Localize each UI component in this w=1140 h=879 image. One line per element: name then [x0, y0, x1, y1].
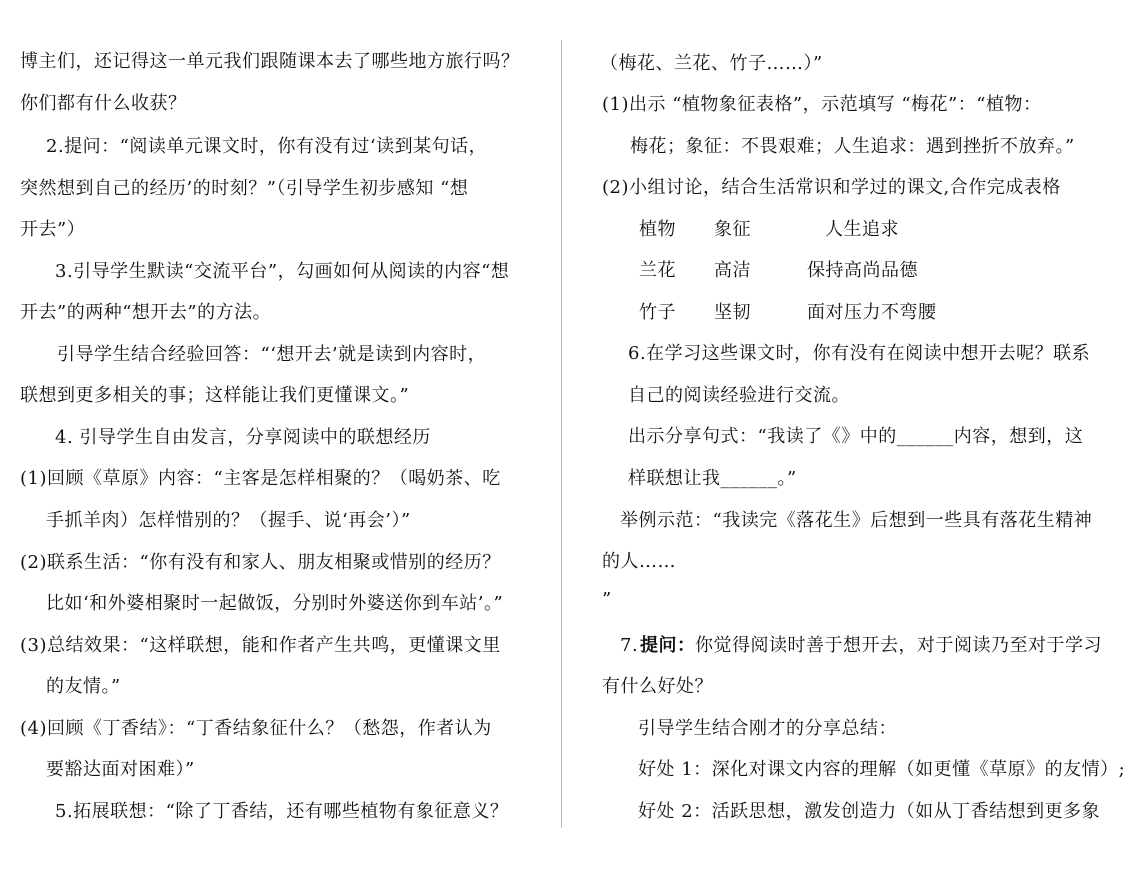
- table-cell: 兰花: [639, 260, 676, 281]
- question-number: 7.: [620, 635, 639, 656]
- text-line: 博主们，还记得这一单元我们跟随课本去了哪些地方旅行吗？: [20, 51, 520, 72]
- table-header-symbol: 象征: [714, 219, 751, 240]
- text-line: 的友情。”: [46, 676, 121, 697]
- text-line: 5.拓展联想：“除了丁香结，还有哪些植物有象征意义？: [55, 801, 509, 822]
- text-line: （梅花、兰花、竹子……）”: [600, 53, 823, 74]
- text-line: 的人……: [602, 551, 676, 572]
- text-line: 手抓羊肉）怎样惜别的？（握手、说‘再会’）”: [46, 510, 411, 531]
- text-line: 突然想到自己的经历’的时刻？”（引导学生初步感知 “想: [20, 178, 469, 199]
- text-line: (3)总结效果：“这样联想，能和作者产生共鸣，更懂课文里: [20, 635, 501, 656]
- text-line: 自己的阅读经验进行交流。: [628, 385, 850, 406]
- text-line: (1)出示 “植物象征表格”，示范填写 “梅花”：“植物：: [602, 94, 1042, 115]
- text-line: 你们都有什么收获？: [20, 93, 187, 114]
- text-line: 你觉得阅读时善于想开去，对于阅读乃至对于学习: [695, 635, 1102, 656]
- text-line: ”: [602, 589, 612, 610]
- column-divider: [561, 40, 562, 828]
- text-line: 3.引导学生默读“交流平台”，勾画如何从阅读的内容“想: [55, 261, 510, 282]
- text-line: (4)回顾《丁香结》：“丁香结象征什么？（愁怨，作者认为: [20, 718, 492, 739]
- table-cell: 面对压力不弯腰: [807, 302, 937, 323]
- text-line: 2.提问：“阅读单元课文时，你有没有过‘读到某句话，: [46, 136, 488, 157]
- text-line: 比如‘和外婆相聚时一起做饭，分别时外婆送你到车站’。”: [46, 593, 504, 614]
- table-cell: 保持高尚品德: [807, 260, 918, 281]
- text-line: (2)小组讨论，结合生活常识和学过的课文,合作完成表格: [602, 177, 1061, 198]
- table-cell: 竹子: [639, 302, 676, 323]
- text-line: 举例示范：“我读完《落花生》后想到一些具有落花生精神: [620, 510, 1093, 531]
- text-line: (2)联系生活：“你有没有和家人、朋友相聚或惜别的经历？: [20, 552, 501, 573]
- text-line: 要豁达面对困难）”: [46, 759, 195, 780]
- text-line: 开去”的两种“想开去”的方法。: [20, 302, 272, 323]
- text-line: 联想到更多相关的事；这样能让我们更懂课文。”: [20, 385, 410, 406]
- text-line: 引导学生结合经验回答：“‘想开去’就是读到内容时，: [57, 344, 487, 365]
- text-line: 好处 1：深化对课文内容的理解（如更懂《草原》的友情）;: [638, 759, 1126, 780]
- table-header-plant: 植物: [639, 219, 676, 240]
- text-line: 6.在学习这些课文时，你有没有在阅读中想开去呢？联系: [628, 343, 1091, 364]
- table-cell: 坚韧: [714, 302, 751, 323]
- text-line: 好处 2：活跃思想，激发创造力（如从丁香结想到更多象: [638, 801, 1101, 822]
- text-line: 梅花；象征：不畏艰难；人生追求：遇到挫折不放弃。”: [630, 136, 1075, 157]
- text-line: (1)回顾《草原》内容：“主客是怎样相聚的？（喝奶茶、吃: [20, 468, 501, 489]
- text-line: 样联想让我______。”: [628, 468, 797, 489]
- text-line: 引导学生结合刚才的分享总结：: [638, 718, 897, 739]
- text-line: 出示分享句式：“我读了《》中的______内容，想到，这: [628, 426, 1084, 447]
- table-header-pursuit: 人生追求: [825, 219, 899, 240]
- table-cell: 高洁: [714, 260, 751, 281]
- text-line: 4. 引导学生自由发言，分享阅读中的联想经历: [55, 427, 431, 448]
- text-line: 开去”）: [20, 219, 86, 240]
- text-line: 有什么好处？: [602, 676, 713, 697]
- question-label: 提问：: [640, 635, 696, 656]
